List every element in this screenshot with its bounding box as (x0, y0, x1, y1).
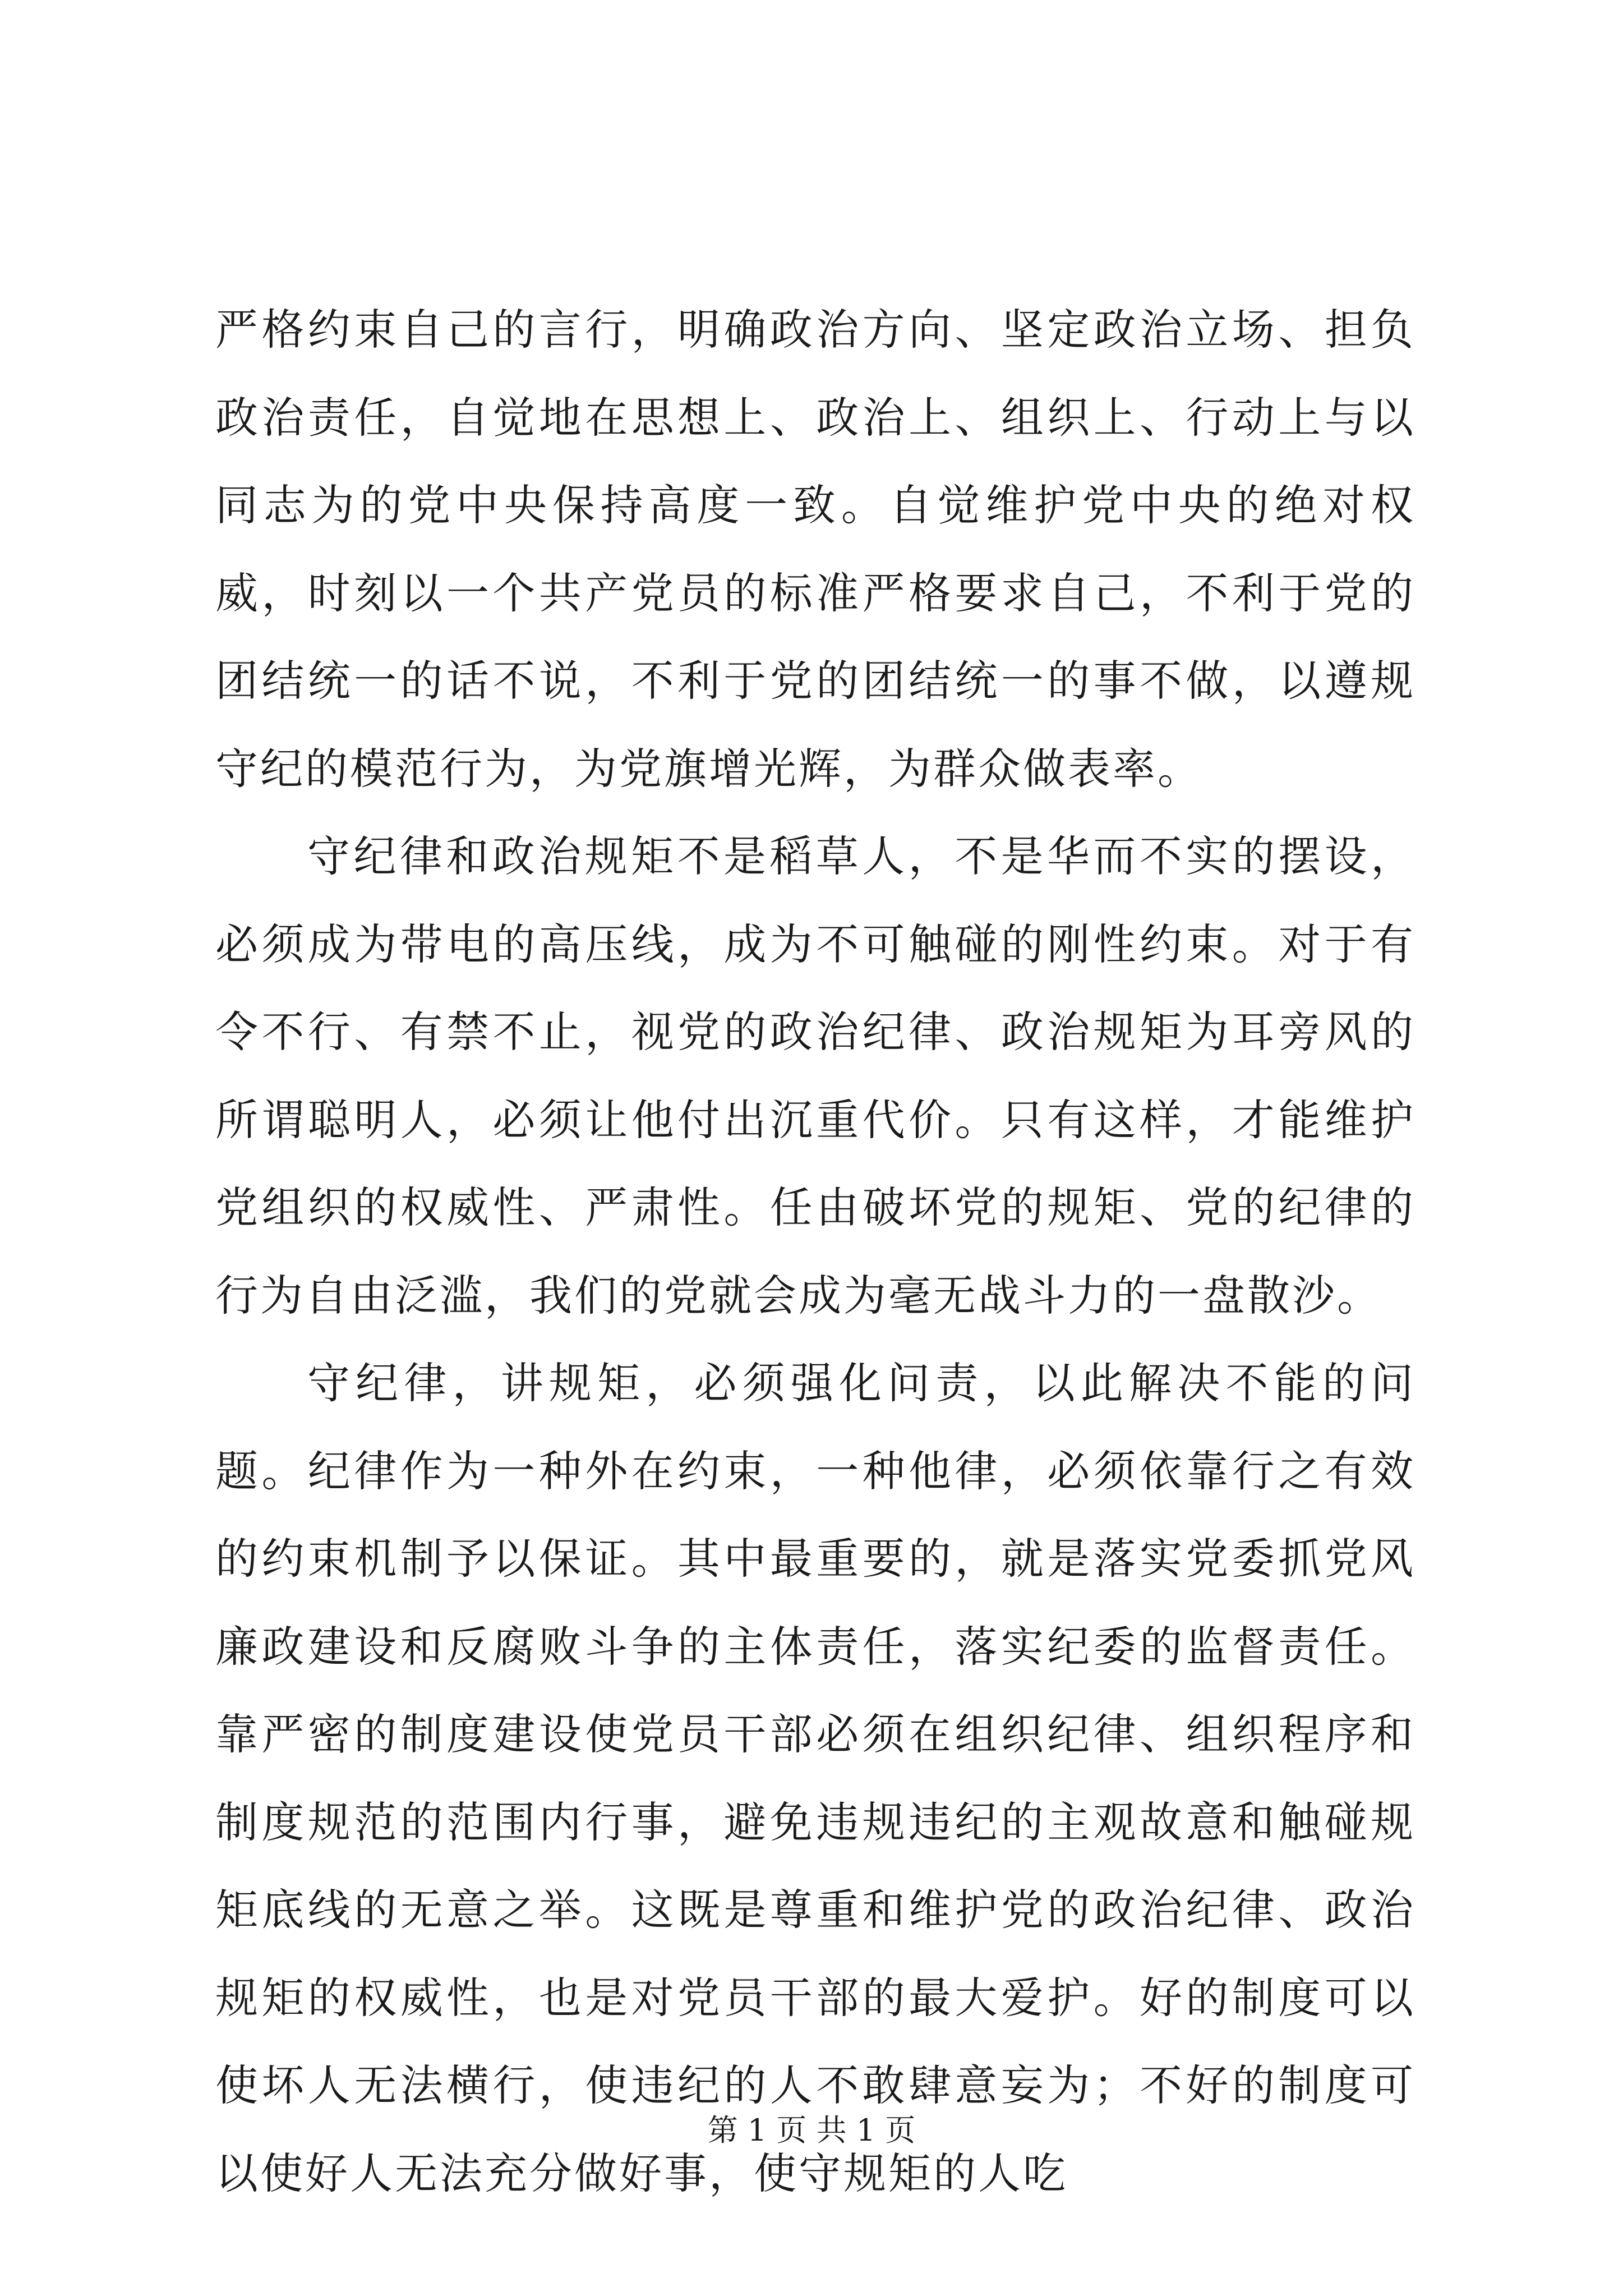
page-footer: 第 1 页 共 1 页 (707, 2113, 916, 2148)
paragraph-3: 守纪律，讲规矩，必须强化问责，以此解决不能的问题。纪律作为一种外在约束，一种他律，必须依靠行之有效的约束机制予以保证。其中最重要的，就是落实党委抓党风廉政建设和反腐败斗争的主体责任，落实纪委的监督责任。靠严密的制度建设使党员干部必须在组织纪律、组织程序和制度规范的范围内行事，避免违规违纪的主观故意和触碰规矩底线的无意之举。这既是尊重和维护党的政治纪律、政治规矩的权威性，也是对党员干部的最大爱护。好的制度可以使坏人无法横行，使违纪的人不敢肆意妄为；不好的制度可以使好人无法充分做好事，使守规矩的人吃 (215, 1358, 1415, 2198)
paragraph-1: 严格约束自己的言行，明确政治方向、坚定政治立场、担负政治责任，自觉地在思想上、政治上、组织上、行动上与以同志为的党中央保持高度一致。自觉维护党中央的绝对权威，时刻以一个共产党员的标准严格要求自己，不利于党的团结统一的话不说，不利于党的团结统一的事不做，以遵规守纪的模范行为，为党旗增光辉，为群众做表率。 (215, 305, 1415, 794)
document-body (215, 286, 1415, 2217)
paragraph-2: 守纪律和政治规矩不是稻草人，不是华而不实的摆设，必须成为带电的高压线，成为不可触碰的刚性约束。对于有令不行、有禁不止，视党的政治纪律、政治规矩为耳旁风的所谓聪明人，必须让他付出沉重代价。只有这样，才能维护党组织的权威性、严肃性。任由破坏党的规矩、党的纪律的行为自由泛滥，我们的党就会成为毫无战斗力的一盘散沙。 (215, 831, 1415, 1320)
